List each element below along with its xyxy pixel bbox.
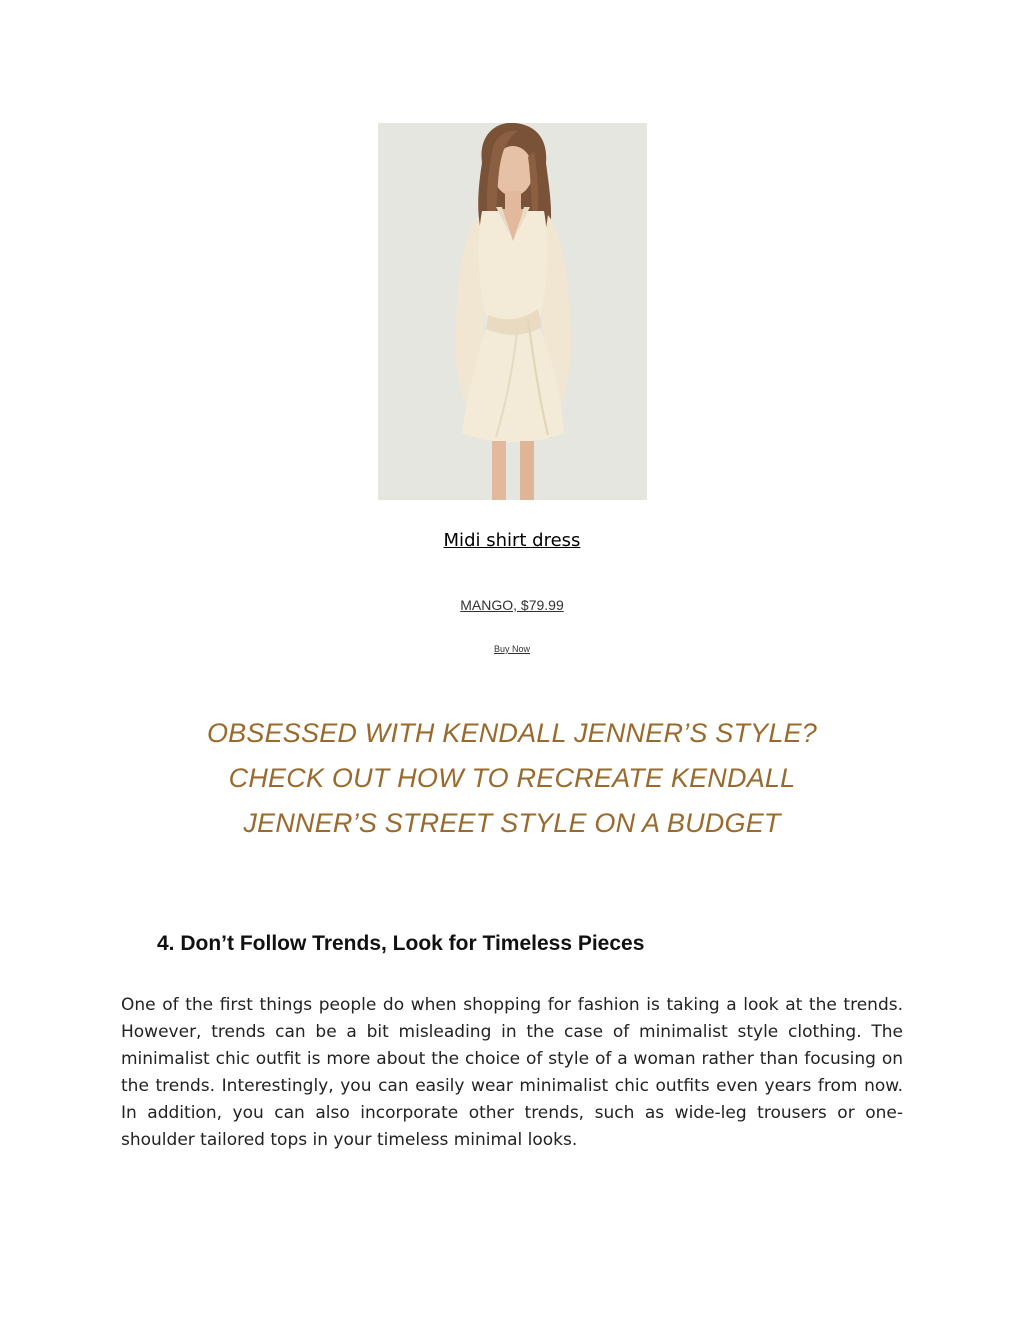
product-image [378, 123, 647, 500]
section-heading: 4. Don’t Follow Trends, Look for Timeless Pieces [157, 932, 645, 955]
promo-line-1[interactable]: OBSESSED WITH KENDALL JENNER’S STYLE? [206, 718, 818, 748]
buy-now-button[interactable] [0, 644, 1024, 655]
promo-heading[interactable] [190, 711, 834, 846]
product-name-link[interactable]: Midi shirt dress [443, 530, 581, 551]
buy-now-link[interactable]: Buy Now [493, 644, 530, 654]
brand-price-link[interactable]: MANGO, $79.99 [460, 597, 564, 613]
promo-line-3[interactable]: JENNER’S STREET STYLE ON A BUDGET [243, 808, 781, 838]
promo-line-2[interactable]: CHECK OUT HOW TO RECREATE KENDALL [228, 763, 796, 793]
product-name[interactable] [0, 529, 1024, 553]
product-brand-price[interactable] [0, 596, 1024, 614]
dress-photo-icon [378, 123, 647, 500]
body-paragraph: One of the first things people do when shopping for fashion is taking a look at the trends. However, trends can be a bit misleading in the case of minimalist style clothing. The minimalist chic outfit is more about the choice of style of a woman rather than focusing on the trends. Interestingly, you can easily wear minimalist chic outfits even years from now. In addition, you can also incorporate other trends, such as wide-leg trousers or one-shoulder tailored tops in your timeless minimal looks. [121, 995, 903, 1150]
